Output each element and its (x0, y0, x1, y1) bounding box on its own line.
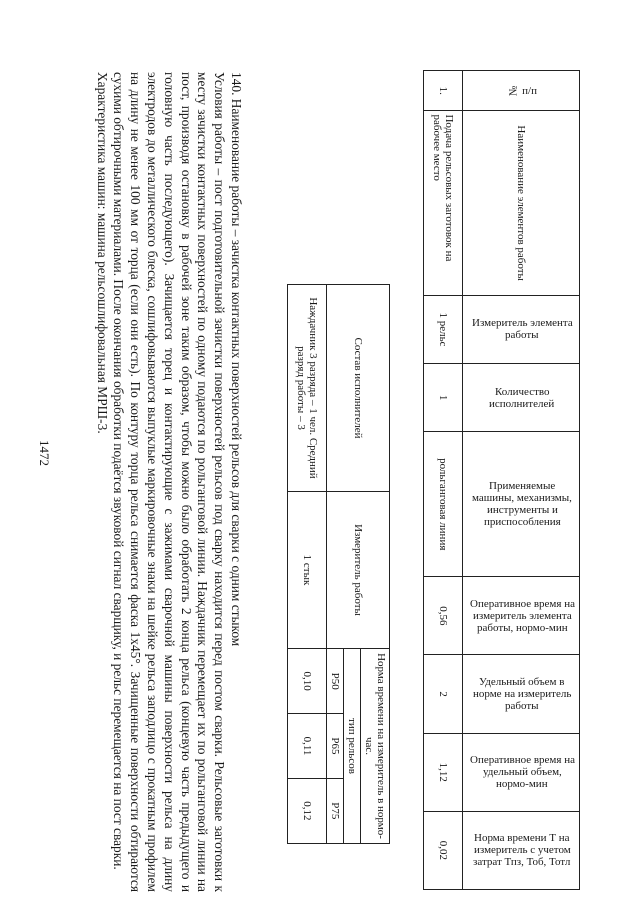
meter-header: Измеритель работы (327, 492, 390, 649)
row-count: 1 (424, 364, 463, 432)
norm-p50: 0,10 (288, 649, 327, 714)
col-opvolume-header: Оперативное время на удельный объем, нормо-мин (463, 733, 580, 811)
norm-p75: 0,12 (288, 778, 327, 843)
col-meter-header: Измеритель элемента работы (463, 295, 580, 363)
norm-header: Норма времени на измеритель в нормо-час. (361, 649, 390, 844)
table-row (424, 71, 463, 890)
rail-type-p50: Р50 (327, 649, 344, 714)
executors-cell: Наждачник 3 разряда – 1 чел. Средний разряд работы – 3 (288, 285, 327, 492)
norm-p65: 0,11 (288, 714, 327, 778)
row-meter: 1 рельс (424, 295, 463, 363)
norm-summary-table (287, 284, 390, 844)
meter-cell: 1 стык (288, 492, 327, 649)
row-optime: 0,56 (424, 577, 463, 655)
rail-type-p75: Р75 (327, 778, 344, 843)
body-text (93, 72, 244, 892)
work-conditions: Условия работы – пост подготовительной зачистки поверхностей рельсов под сварку находится перед постом сварки. Рельсовые заготовки к месту зачистки контактных поверхностей по одному подаются по рольганговой линии. Наждачник перемещает их по рольганговой линии на пост, производя остановку в рабочей зоне таким образом, чтобы можно было обработать 2 конца рельса (концевую часть предыдущего и головную часть последующего). Зачищается торец и контактирующие с зажимами сварочной машины поверхности рельса на длину электродов до металлического блеска, сошлифовываются выпуклые маркировочные знаки на шейке рельса заподлицо с прокатным профилем на длину не менее 100 мм от торца (если они есть). По контуру торца рельса снимается фаска 1х45°. Зачищенные поверхности обтираются сухими обтирочными материалами. После окончания обработки подаётся звуковой сигнал сварщику, и рельс перемещается на пост сварки. (111, 72, 228, 892)
work-title: 140. Наименование работы – зачистка контактных поверхностей рельсов для сварки с одним стыком (229, 72, 244, 647)
executors-header: Состав исполнителей (327, 285, 390, 492)
row-number: 1. (424, 71, 463, 111)
row-volume: 2 (424, 655, 463, 733)
col-norm-header: Норма времени Т на измеритель с учетом затрат Тпз, Тоб, Тотл (463, 811, 580, 889)
col-volume-header: Удельный объем в норме на измеритель работы (463, 655, 580, 733)
work-elements-table (423, 70, 580, 890)
row-norm: 0,02 (424, 811, 463, 889)
col-number-header: № п/п (463, 71, 580, 111)
row-machines: рольганговая линия (424, 432, 463, 577)
col-optime-header: Оперативное время на измеритель элемента работы, нормо-мин (463, 577, 580, 655)
machine-characteristics: Характеристика машин: машина рельсошлифовальная МРШ-3. (94, 72, 110, 434)
rail-type-header: тип рельсов (344, 649, 361, 844)
col-name-header: Наименование элементов работы (463, 111, 580, 295)
page-number: 1472 (37, 440, 52, 466)
row-opvolume: 1,12 (424, 733, 463, 811)
rail-type-p65: Р65 (327, 714, 344, 778)
col-count-header: Количество исполнителей (463, 364, 580, 432)
col-machines-header: Применяемые машины, механизмы, инструменты и приспособления (463, 432, 580, 577)
row-name: Подача рельсовых заготовок на рабочее место (424, 111, 463, 295)
